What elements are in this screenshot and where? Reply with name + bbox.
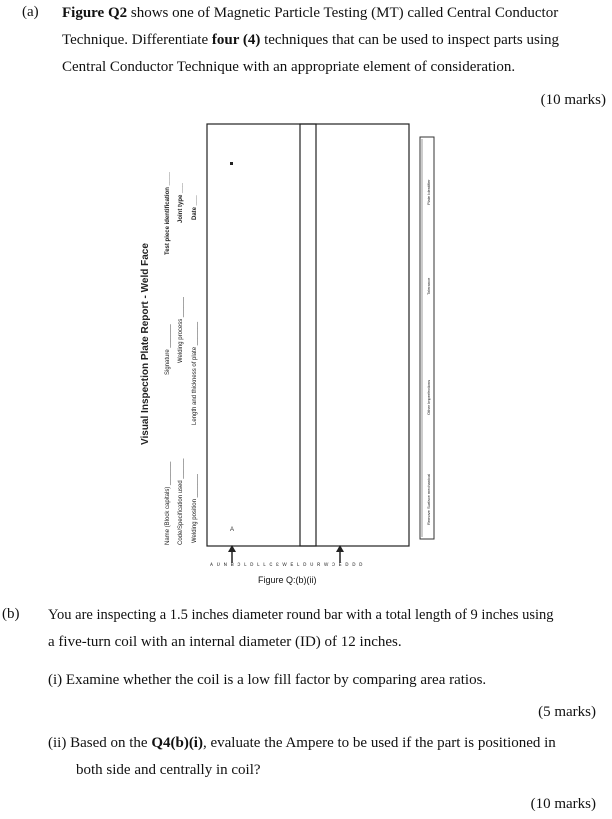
- weld-plate-drawing: [206, 123, 440, 583]
- field-length: Length and thickness of plate _______: [192, 321, 198, 425]
- four-bold: four (4): [211, 32, 261, 48]
- question-b-ii-line-1: (ii) Based on the Q4(b)(i), evaluate the Ampere to be used if the part is positioned in: [48, 735, 556, 751]
- part-a-line-2: Technique. Differentiate four (4) techniques that can be used to inspect parts using: [62, 32, 560, 48]
- part-b-label: (b): [2, 606, 20, 622]
- question-b-i-marks: (5 marks): [538, 704, 596, 720]
- figure-ref: Figure Q2: [62, 5, 128, 21]
- plate-bottom-labels: ᴀ ᴜ ɴ ʙ ɔ ʟ ᴅ ʟ ʟ ᴄ ɛ ᴡ ᴇ ʟ ᴅ ᴜ ʀ ᴡ ɔ ᴇ ᴅ ᴅ ᴅ: [210, 562, 364, 568]
- strip-text-2: Other Imperfections: [426, 379, 431, 415]
- field-code: Code/Specification used ______: [178, 458, 184, 545]
- arrow-left: [228, 545, 236, 563]
- part-a-marks: (10 marks): [540, 92, 606, 108]
- marker-a: A: [230, 527, 235, 533]
- part-a-line-3: Central Conductor Technique with an appropriate element of consideration.: [62, 59, 516, 75]
- field-welding-process: Welding process ______: [178, 297, 184, 363]
- question-b-i: (i) Examine whether the coil is a low fill factor by comparing area ratios.: [48, 672, 487, 688]
- part-a-text: [62, 0, 608, 81]
- part-b-text: [48, 602, 608, 656]
- part-a-label: (a): [22, 4, 39, 20]
- marker-b-dot: [230, 162, 233, 165]
- question-b-ii-line-2: both side and centrally in coil?: [76, 762, 261, 778]
- figure-caption: Figure Q:(b)(ii): [258, 575, 317, 585]
- strip-text-4: Plate Identifier: [426, 179, 431, 205]
- field-name: Name (Block capitals) _______: [165, 461, 171, 545]
- report-title: Visual Inspection Plate Report - Weld Face: [140, 243, 151, 445]
- part-b-line-1: You are inspecting a 1.5 inches diameter round bar with a total length of 9 inches using: [48, 607, 554, 623]
- question-b-ii-marks: (10 marks): [530, 796, 596, 812]
- weld-seam: [300, 124, 316, 546]
- question-b-ii: [48, 730, 600, 784]
- q4bi-bold: Q4(b)(i): [151, 735, 203, 751]
- plate-outline: [207, 124, 409, 546]
- part-a-line-1: Figure Q2 shows one of Magnetic Particle Testing (MT) called Central Conductor: [62, 5, 559, 21]
- field-joint-type: Joint type ___: [178, 182, 184, 223]
- field-date: Date ___: [192, 195, 198, 220]
- arrow-right: [336, 545, 344, 563]
- field-test-piece: Test piece identification ____: [165, 172, 171, 255]
- strip-text-1: Remove Surface mechanical: [426, 473, 431, 525]
- field-signature: Signature _______: [165, 324, 171, 375]
- figure-q2: [130, 115, 440, 585]
- part-b-line-2: a five-turn coil with an internal diameter (ID) of 12 inches.: [48, 634, 402, 650]
- field-welding-position: Welding position _______: [192, 474, 198, 543]
- strip-text-3: Tolerance: [426, 277, 431, 295]
